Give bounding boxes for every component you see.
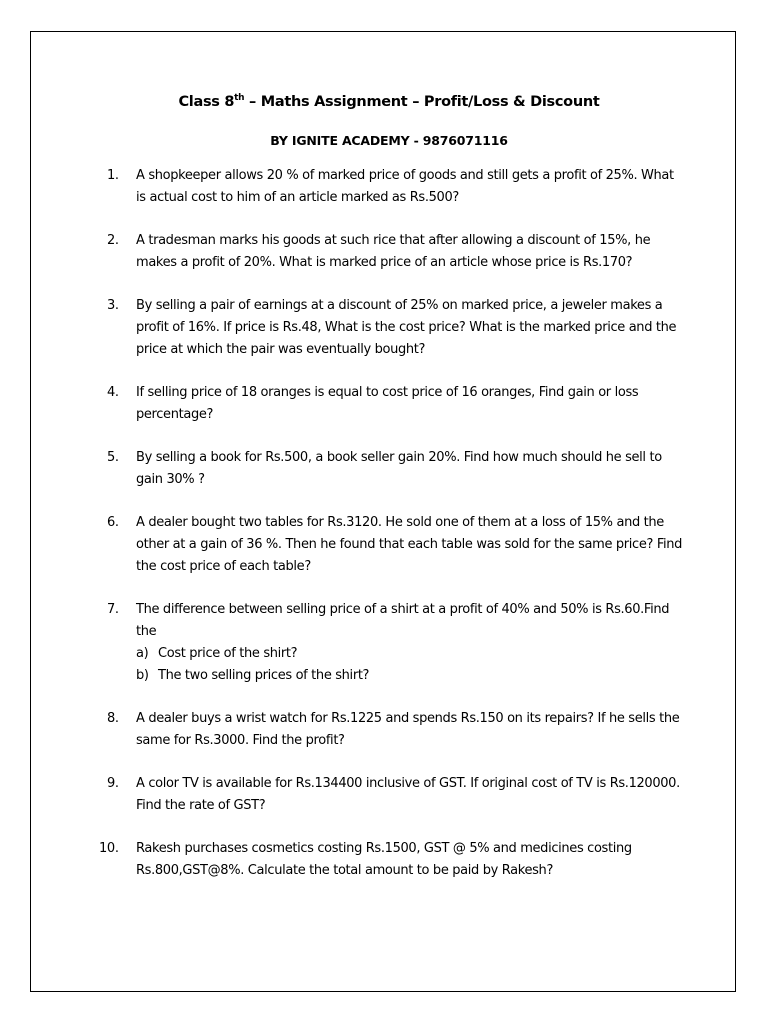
question-text-line: price at which the pair was eventually bought? — [136, 342, 426, 357]
question-text-line: makes a profit of 20%. What is marked price of an article whose price is Rs.170? — [136, 255, 633, 270]
question-text-line: Rakesh purchases cosmetics costing Rs.1500, GST @ 5% and medicines costing — [136, 841, 632, 856]
question-number: 10. — [99, 841, 119, 856]
title-suffix: – Maths Assignment – Profit/Loss & Discount — [244, 94, 600, 110]
question-text-line: other at a gain of 36 %. Then he found that each table was sold for the same price? Find — [136, 537, 683, 552]
question-number: 1. — [107, 168, 119, 183]
question-text-line: Rs.800,GST@8%. Calculate the total amount to be paid by Rakesh? — [136, 863, 553, 878]
question-number: 7. — [107, 602, 119, 617]
question-text-line: is actual cost to him of an article marked as Rs.500? — [136, 190, 459, 205]
question-text-line: profit of 16%. If price is Rs.48, What is the cost price? What is the marked price and the — [136, 320, 677, 335]
question-text-line: the — [136, 624, 157, 639]
subitem-text: The two selling prices of the shirt? — [158, 668, 370, 683]
subitem-letter: a) — [136, 646, 149, 661]
subitem-text: Cost price of the shirt? — [158, 646, 298, 661]
question-text-line: By selling a pair of earnings at a discount of 25% on marked price, a jeweler makes a — [136, 298, 663, 313]
subitem-letter: b) — [136, 668, 149, 683]
question-text-line: percentage? — [136, 407, 214, 422]
question-number: 9. — [107, 776, 119, 791]
title-superscript: th — [234, 93, 245, 103]
question-number: 3. — [107, 298, 119, 313]
question-text-line: A tradesman marks his goods at such rice that after allowing a discount of 15%, he — [136, 233, 651, 248]
question-text-line: By selling a book for Rs.500, a book seller gain 20%. Find how much should he sell to — [136, 450, 662, 465]
question-number: 2. — [107, 233, 119, 248]
question-number: 4. — [107, 385, 119, 400]
question-text-line: A shopkeeper allows 20 % of marked price of goods and still gets a profit of 25%. What — [136, 168, 674, 183]
assignment-subtitle: BY IGNITE ACADEMY - 9876071116 — [270, 133, 508, 148]
title-prefix: Class 8 — [178, 94, 235, 110]
question-text-line: the cost price of each table? — [136, 559, 311, 574]
question-text-line: A dealer buys a wrist watch for Rs.1225 and spends Rs.150 on its repairs? If he sells the — [136, 711, 680, 726]
question-number: 8. — [107, 711, 119, 726]
question-text-line: A color TV is available for Rs.134400 inclusive of GST. If original cost of TV is Rs.120000. — [136, 776, 680, 791]
question-number: 6. — [107, 515, 119, 530]
question-number: 5. — [107, 450, 119, 465]
question-text-line: Find the rate of GST? — [136, 798, 266, 813]
question-text-line: If selling price of 18 oranges is equal to cost price of 16 oranges, Find gain or loss — [136, 385, 639, 400]
question-text-line: A dealer bought two tables for Rs.3120. He sold one of them at a loss of 15% and the — [136, 515, 664, 530]
question-text-line: gain 30% ? — [136, 472, 205, 487]
question-text-line: The difference between selling price of a shirt at a profit of 40% and 50% is Rs.60.Find — [136, 602, 670, 617]
question-text-line: same for Rs.3000. Find the profit? — [136, 733, 345, 748]
